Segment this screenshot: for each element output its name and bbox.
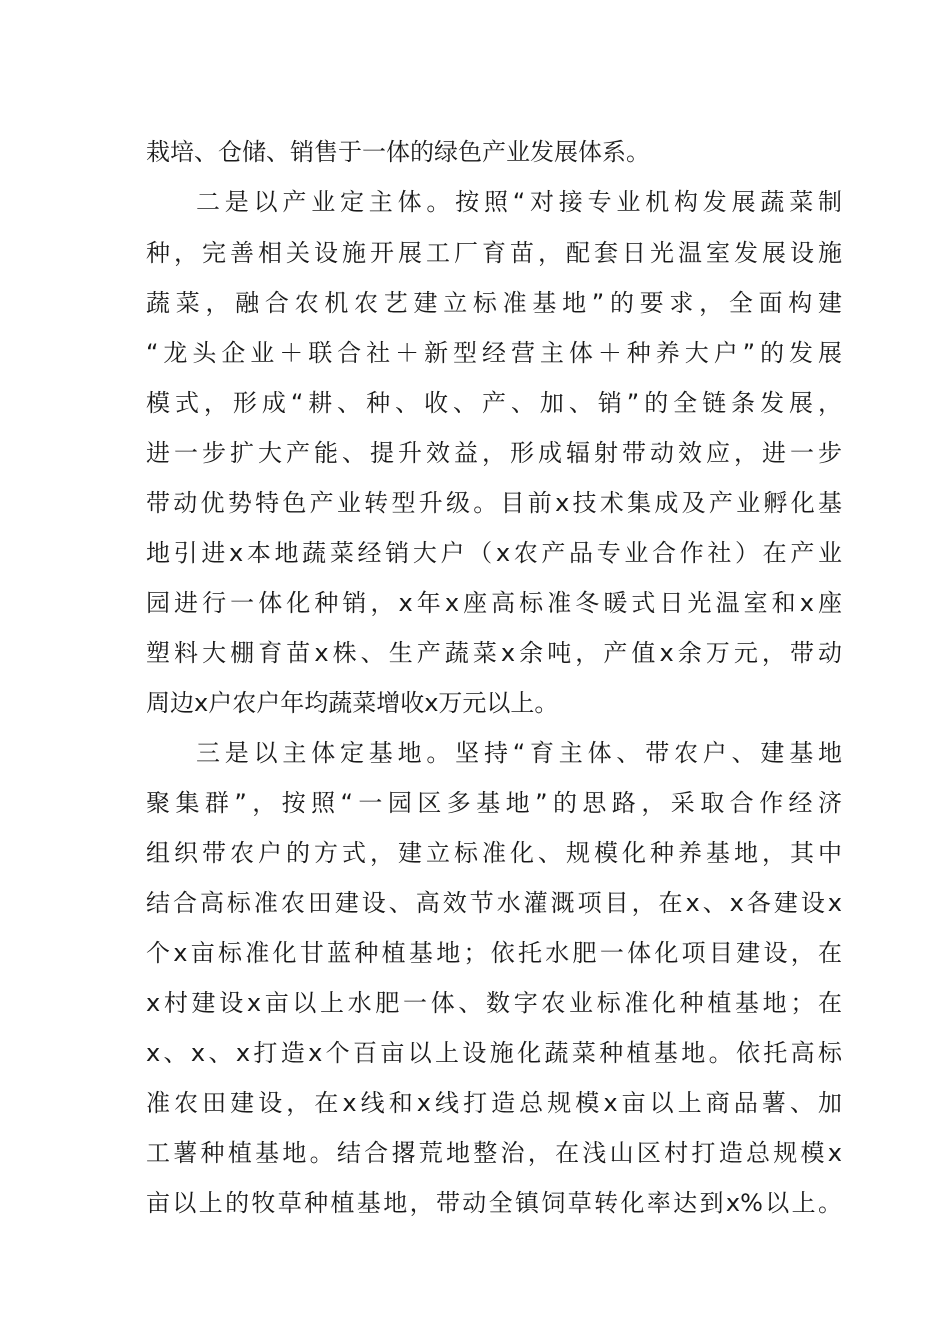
text-line: 园进行一体化种销，x年x座高标准冬暖式日光温室和x座	[146, 589, 842, 617]
text-line: 地引进x本地蔬菜经销大户（x农产品专业合作社）在产业	[146, 539, 842, 567]
text-line: 栽培、仓储、销售于一体的绿色产业发展体系。	[146, 138, 650, 166]
text-line: 种，完善相关设施开展工厂育苗，配套日光温室发展设施	[146, 239, 842, 267]
text-line: 带动优势特色产业转型升级。目前x技术集成及产业孵化基	[146, 489, 842, 517]
paragraph-2-first-line: 二是以产业定主体。按照“对接专业机构发展蔬菜制	[196, 188, 842, 216]
text-line: 模式，形成“耕、种、收、产、加、销”的全链条发展，	[146, 389, 842, 417]
text-line: 组织带农户的方式，建立标准化、规模化种养基地，其中	[146, 839, 842, 867]
text-line: 个x亩标准化甘蓝种植基地；依托水肥一体化项目建设，在	[146, 939, 842, 967]
text-line: x、x、x打造x个百亩以上设施化蔬菜种植基地。依托高标	[146, 1039, 842, 1067]
text-line: 工薯种植基地。结合撂荒地整治，在浅山区村打造总规模x	[146, 1139, 842, 1167]
text-line: 聚集群”，按照“一园区多基地”的思路，采取合作经济	[146, 789, 842, 817]
text-line: 塑料大棚育苗x株、生产蔬菜x余吨，产值x余万元，带动	[146, 639, 842, 667]
text-line: 结合高标准农田建设、高效节水灌溉项目，在x、x各建设x	[146, 889, 842, 917]
text-line: 周边x户农户年均蔬菜增收x万元以上。	[146, 689, 559, 717]
text-line: x村建设x亩以上水肥一体、数字农业标准化种植基地；在	[146, 989, 842, 1017]
text-line: 进一步扩大产能、提升效益，形成辐射带动效应，进一步	[146, 439, 842, 467]
text-line: 亩以上的牧草种植基地，带动全镇饲草转化率达到x%以上。	[146, 1189, 842, 1217]
text-line: 蔬菜，融合农机农艺建立标准基地”的要求，全面构建	[146, 289, 842, 317]
text-line: 准农田建设，在x线和x线打造总规模x亩以上商品薯、加	[146, 1089, 842, 1117]
paragraph-3-first-line: 三是以主体定基地。坚持“育主体、带农户、建基地	[196, 739, 842, 767]
text-line: “龙头企业＋联合社＋新型经营主体＋种养大户”的发展	[146, 339, 842, 367]
